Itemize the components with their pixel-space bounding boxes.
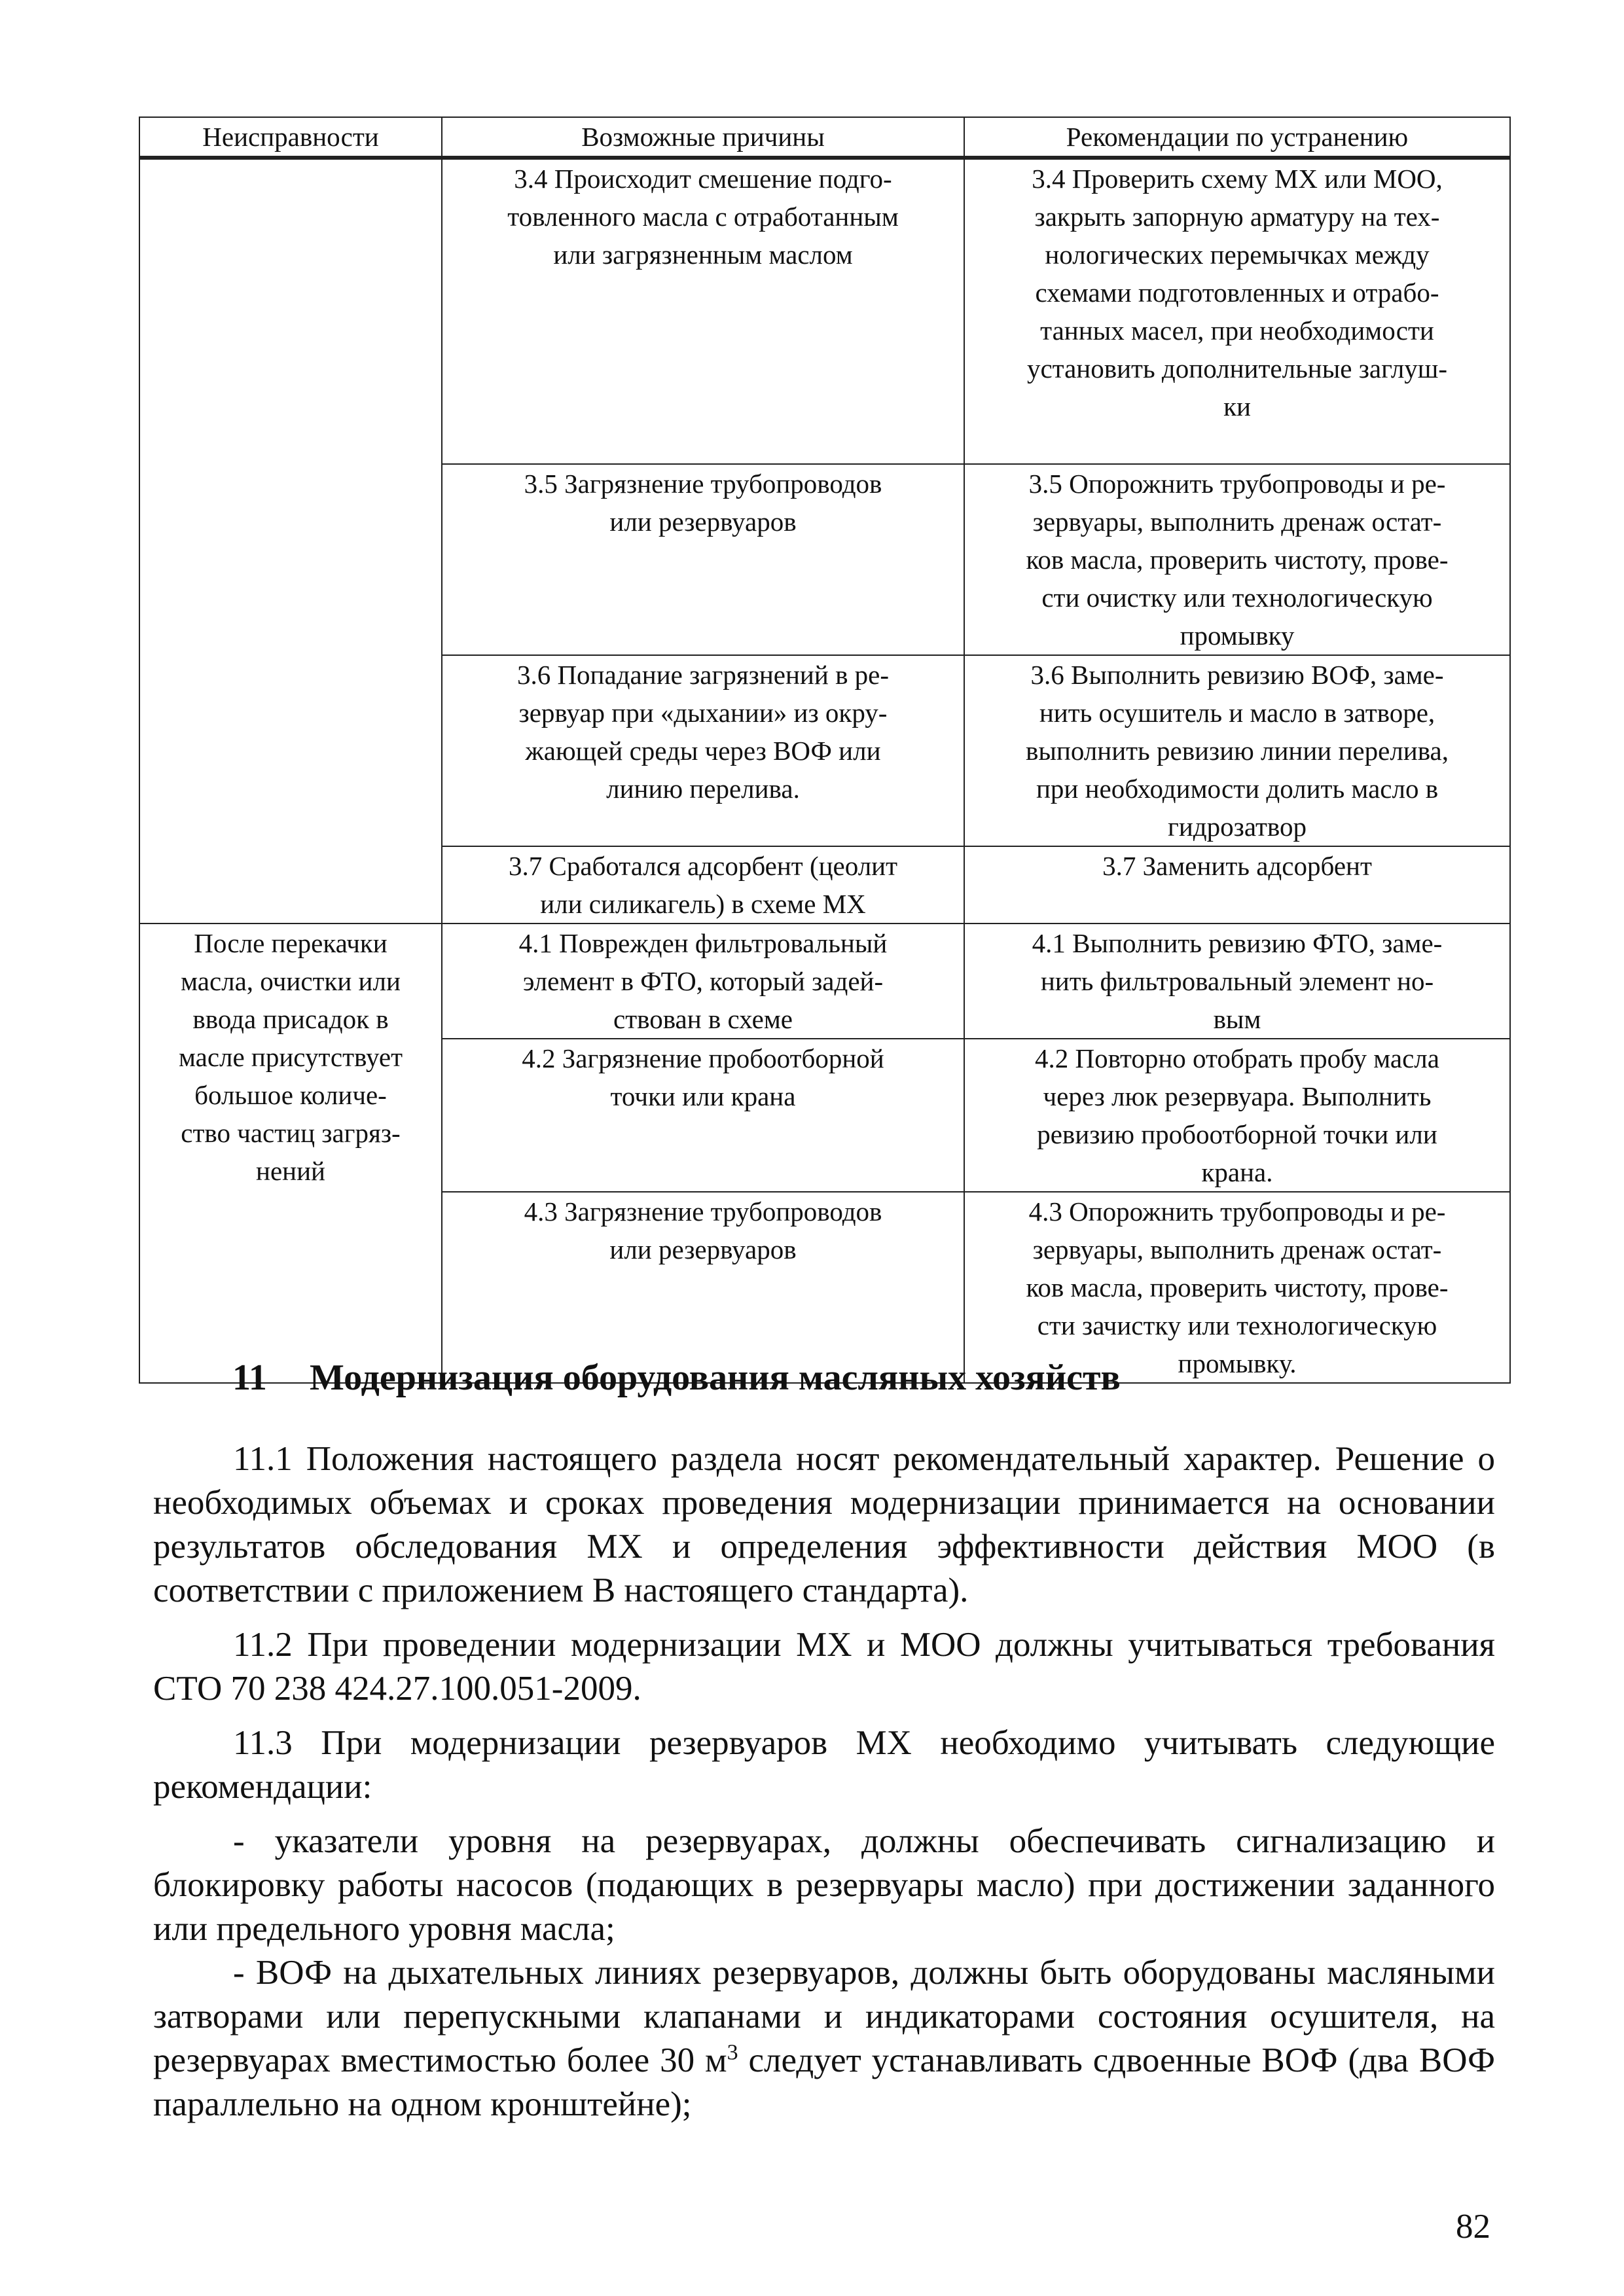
section-body [153,1437,1495,2126]
paragraph-11-3: 11.3 При модернизации резервуаров МХ необходимо учитывать следующие рекомендации: [153,1724,1495,1806]
table-row [139,158,1510,464]
cause-cell: 3.4 Происходит смешение подго- товленного масла с отработанным или загрязненным маслом [442,158,964,464]
cause-cell: 3.5 Загрязнение трубопроводов или резервуаров [442,464,964,655]
header-faults: Неисправности [139,117,442,158]
fault-cell: После перекачки масла, очистки или ввода присадок в масле присутствует большое количе- ство частиц загряз- нений [139,924,442,1383]
section-heading [232,1352,1121,1404]
paragraph-11-2: 11.2 При проведении модернизации МХ и МОО должны учитываться требования СТО 70 238 424.27.100.051-2009. [153,1626,1495,1708]
list-item-breather-filters [153,1951,1495,2126]
paragraph-11-1: 11.1 Положения настоящего раздела носят рекомендательный характер. Решение о необходимых объемах и сроках проведения модернизации принимается на основании результатов обследования МХ и определения эффективности действия МОО (в соответствии с приложением В настоящего стандарта). [153,1440,1495,1609]
cause-cell: 4.2 Загрязнение пробоотборной точки или крана [442,1039,964,1192]
header-remedies: Рекомендации по устранению [964,117,1510,158]
section-number: 11 [232,1357,267,1398]
section-title: Модернизация оборудования масляных хозяйств [310,1357,1121,1398]
remedy-cell: 4.2 Повторно отобрать пробу масла через люк резервуара. Выполнить ревизию пробоотборной точки или крана. [964,1039,1510,1192]
table-header-row [139,117,1510,158]
page-number: 82 [1456,2208,1490,2246]
list-item-text: следует устанавливать сдвоенные ВОФ (два ВОФ параллельно на одном кронштейне); [153,2041,1495,2123]
superscript: 3 [727,2040,738,2065]
cause-cell: 4.1 Поврежден фильтровальный элемент в ФТО, который задей- ствован в схеме [442,924,964,1039]
fault-table [139,117,1511,1384]
remedy-cell: 4.1 Выполнить ревизию ФТО, заме- нить фильтровальный элемент но- вым [964,924,1510,1039]
remedy-cell: 3.7 Заменить адсорбент [964,846,1510,924]
list-item-level-indicators: - указатели уровня на резервуарах, должны обеспечивать сигнализацию и блокировку работы насосов (подающих в резервуары масло) при достижении заданного или предельного уровня масла; [153,1822,1495,1948]
remedy-cell: 3.6 Выполнить ревизию ВОФ, заме- нить осушитель и масло в затворе, выполнить ревизию линии перелива, при необходимости долить масло в гидрозатвор [964,655,1510,846]
list-item-text: - ВОФ на дыхательных линиях резервуаров, должны быть оборудованы масляными затворами или перепускными клапанами и индикаторами состояния осушителя, на резервуарах вместимостью более 30 м [153,1954,1495,2079]
fault-cell [139,158,442,924]
cause-cell: 3.7 Сработался адсорбент (цеолит или силикагель) в схеме МХ [442,846,964,924]
remedy-cell: 3.4 Проверить схему МХ или МОО, закрыть запорную арматуру на тех- нологических перемычках между схемами подготовленных и отрабо- танных масел, при необходимости установить дополнительные заглуш- ки [964,158,1510,464]
cause-cell: 4.3 Загрязнение трубопроводов или резервуаров [442,1192,964,1383]
remedy-cell: 4.3 Опорожнить трубопроводы и ре- зервуары, выполнить дренаж остат- ков масла, проверить чистоту, прове- сти зачистку или технологическую промывку. [964,1192,1510,1383]
table-row [139,924,1510,1039]
remedy-cell: 3.5 Опорожнить трубопроводы и ре- зервуары, выполнить дренаж остат- ков масла, проверить чистоту, прове- сти очистку или технологическую промывку [964,464,1510,655]
cause-cell: 3.6 Попадание загрязнений в ре- зервуар при «дыхании» из окру- жающей среды через ВОФ или линию перелива. [442,655,964,846]
header-causes: Возможные причины [442,117,964,158]
